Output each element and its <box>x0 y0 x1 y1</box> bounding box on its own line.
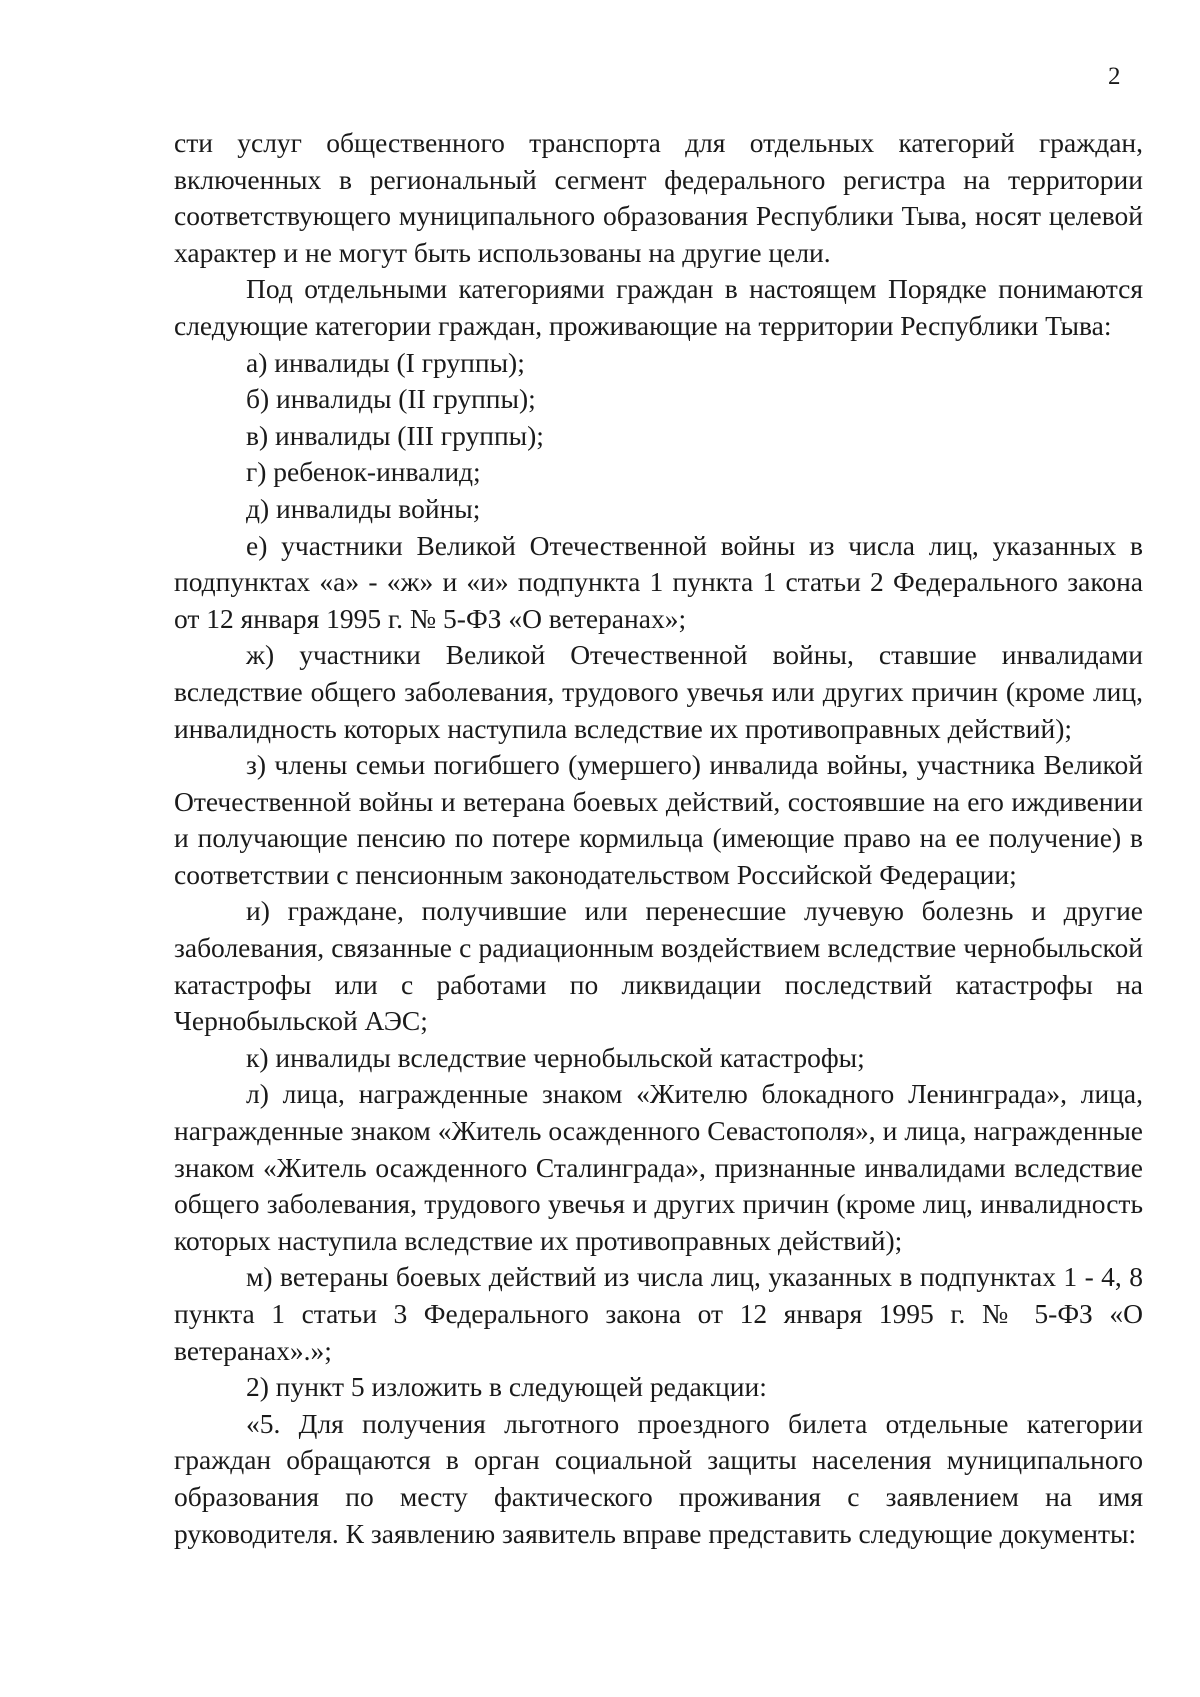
page-number: 2 <box>1108 63 1121 90</box>
document-body <box>174 125 1143 1552</box>
list-item-k: к) инвалиды вследствие чернобыльской катастрофы; <box>246 1041 865 1073</box>
list-item-l: л) лица, награжденные знаком «Жителю блокадного Ленинграда», лица, награжденные знаком «Житель осажденного Севастополя», и лица, награжденные знаком «Житель осажденного Сталинграда», признанные инвалидами вследствие общего заболевания, трудового увечья и других причин (кроме лиц, инвалидность которых наступила вследствие их противоправных действий); <box>174 1078 1143 1256</box>
list-item-e: е) участники Великой Отечественной войны из числа лиц, указанных в подпунктах «а» - «ж» и «и» подпункта 1 пункта 1 статьи 2 Федерального закона от 12 января 1995 г. № 5-ФЗ «О ветеранах»; <box>174 529 1143 634</box>
paragraph-continuation: сти услуг общественного транспорта для отдельных категорий граждан, включенных в региональный сегмент федерального регистра на территории соответствующего муниципального образования Республики Тыва, носят целевой характер и не могут быть использованы на другие цели. <box>174 127 1143 268</box>
list-item-b: б) инвалиды (II группы); <box>246 383 536 415</box>
list-item-m: м) ветераны боевых действий из числа лиц, указанных в подпунктах 1 - 4, 8 пункта 1 статьи 3 Федерального закона от 12 января 1995 г. № 5-ФЗ «О ветеранах».»; <box>174 1261 1143 1366</box>
list-item-d: д) инвалиды войны; <box>246 492 481 524</box>
list-item-a: а) инвалиды (I группы); <box>246 346 525 378</box>
paragraph-categories-intro: Под отдельными категориями граждан в настоящем Порядке понимаются следующие категории граждан, проживающие на территории Республики Тыва: <box>174 273 1143 341</box>
list-item-v: в) инвалиды (III группы); <box>246 419 544 451</box>
list-item-g: г) ребенок-инвалид; <box>246 456 481 488</box>
paragraph-point-5: «5. Для получения льготного проездного билета отдельные категории граждан обращаются в орган социальной защиты населения муниципального образования по месту фактического проживания с заявлением на имя руководителя. К заявлению заявитель вправе представить следующие документы: <box>174 1407 1143 1549</box>
list-item-z: з) члены семьи погибшего (умершего) инвалида войны, участника Великой Отечественной войны и ветерана боевых действий, состоявшие на его иждивении и получающие пенсию по потере кормильца (имеющие право на ее получение) в соответствии с пенсионным законодательством Российской Федерации; <box>174 749 1143 890</box>
paragraph-item-2: 2) пункт 5 изложить в следующей редакции: <box>246 1371 767 1403</box>
list-item-i: и) граждане, получившие или перенесшие лучевую болезнь и другие заболевания, связанные с радиационным воздействием вследствие чернобыльской катастрофы или с работами по ликвидации последствий катастрофы на Чернобыльской АЭС; <box>174 895 1143 1037</box>
list-item-zh: ж) участники Великой Отечественной войны, ставшие инвалидами вследствие общего заболевания, трудового увечья или других причин (кроме лиц, инвалидность которых наступила вследствие их противоправных действий); <box>174 639 1143 744</box>
